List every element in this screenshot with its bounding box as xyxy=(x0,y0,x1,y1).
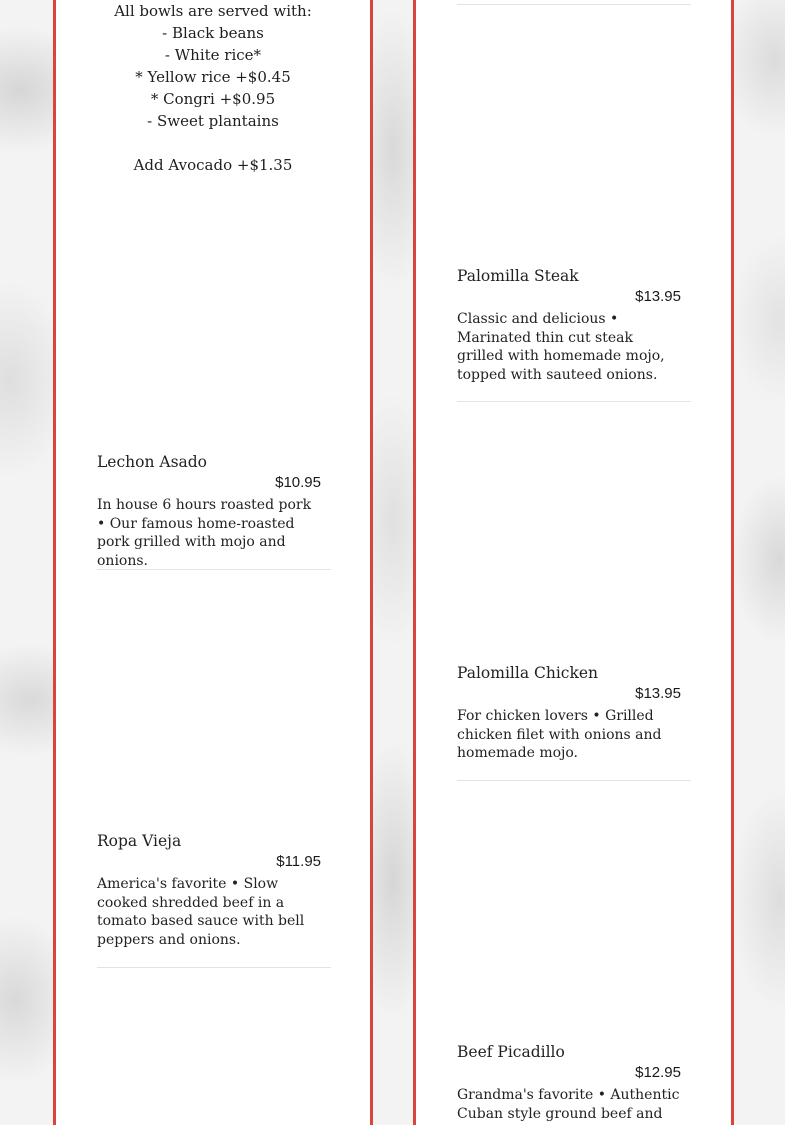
bowl-info-line: - Black beans xyxy=(162,24,264,42)
bowl-info-line xyxy=(56,132,370,154)
bowl-info-line: Add Avocado +$1.35 xyxy=(133,156,293,174)
menu-item-name: Palomilla Chicken xyxy=(457,664,599,682)
menu-item-name: Lechon Asado xyxy=(97,453,208,471)
menu-item-ropa-vieja[interactable] xyxy=(97,831,331,950)
bowl-info-line: * Yellow rice +$0.45 xyxy=(135,68,291,86)
bowl-info-line: - White rice* xyxy=(164,46,262,64)
menu-item-price: $13.95 xyxy=(635,685,681,702)
menu-column-right xyxy=(413,0,734,1125)
menu-item-price: $13.95 xyxy=(635,288,681,305)
menu-item-palomilla-steak[interactable] xyxy=(457,266,691,385)
menu-item-beef-picadillo[interactable] xyxy=(457,1042,691,1123)
bowl-info-line: All bowls are served with: xyxy=(114,2,312,20)
menu-item-lechon-asado[interactable] xyxy=(97,452,331,571)
menu-item-price: $12.95 xyxy=(635,1064,681,1081)
menu-item-name: Ropa Vieja xyxy=(97,832,182,850)
item-divider xyxy=(97,569,331,570)
menu-item-description: In house 6 hours roasted pork • Our famous home-roasted pork grilled with mojo and onions. xyxy=(97,497,312,570)
menu-item-price: $11.95 xyxy=(276,853,321,870)
bowl-info-line: - Sweet plantains xyxy=(147,112,279,130)
menu-item-description: America's favorite • Slow cooked shredded beef in a tomato based sauce with bell peppers and onions. xyxy=(97,876,305,949)
item-divider xyxy=(457,4,691,5)
item-divider xyxy=(97,967,331,968)
item-divider xyxy=(457,780,691,781)
item-divider xyxy=(457,401,691,402)
menu-item-palomilla-chicken[interactable] xyxy=(457,663,691,763)
bowl-info-line: * Congri +$0.95 xyxy=(150,90,276,108)
menu-item-price: $10.95 xyxy=(275,474,321,491)
menu-item-description: For chicken lovers • Grilled chicken filet with onions and homemade mojo. xyxy=(457,708,662,762)
menu-item-description: Classic and delicious • Marinated thin cut steak grilled with homemade mojo, topped with sauteed onions. xyxy=(457,311,665,384)
menu-item-name: Palomilla Steak xyxy=(457,267,579,285)
bowl-info xyxy=(56,0,370,176)
menu-item-name: Beef Picadillo xyxy=(457,1043,565,1061)
menu-item-description: Grandma's favorite • Authentic Cuban style ground beef and xyxy=(457,1087,680,1122)
